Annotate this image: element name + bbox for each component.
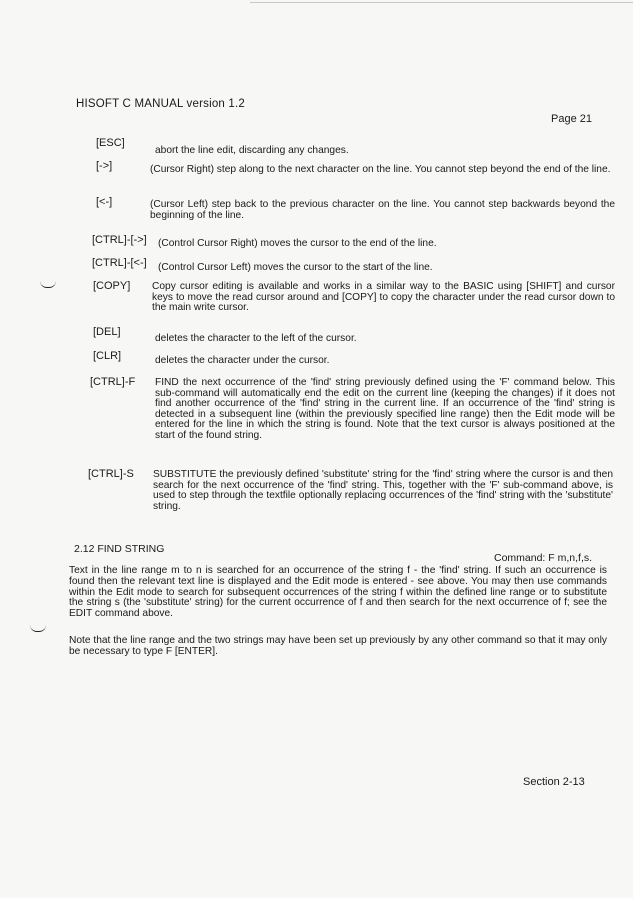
key-description-clr: deletes the character under the cursor.: [155, 355, 330, 366]
key-description-ctrl-s-text: SUBSTITUTE the previously defined 'substitute' string for the 'find' string where the cursor is and then search for the next occurrence of the 'find' string. This, together with the 'F' sub-command above, is used to step through the textfile optionally replacing occurrences of the 'find' string with the 'substitute' string.: [153, 469, 613, 512]
key-description-ctrl-cursor-right: (Control Cursor Right) moves the cursor to the end of the line.: [158, 238, 437, 249]
key-label-ctrl-cursor-left: [CTRL]-[<-]: [92, 257, 147, 269]
key-description-cursor-left-text: (Cursor Left) step back to the previous character on the line. You cannot step backwards beyond the beginning of the line.: [150, 199, 615, 221]
key-description-ctrl-s: [153, 470, 613, 512]
page-top-edge: [250, 2, 633, 3]
key-label-copy: [COPY]: [93, 280, 131, 292]
key-label-cursor-left: [<-]: [96, 196, 113, 208]
key-label-esc: [ESC]: [96, 137, 125, 149]
key-description-del: deletes the character to the left of the cursor.: [155, 333, 357, 344]
key-description-cursor-right: [150, 165, 615, 176]
key-description-cursor-left: [150, 200, 615, 221]
section-page-footer: Section 2-13: [523, 776, 585, 788]
page-number: Page 21: [551, 113, 592, 125]
command-syntax: Command: F m,n,f,s.: [494, 552, 593, 564]
key-label-cursor-right: [->]: [96, 160, 113, 172]
key-label-ctrl-f: [CTRL]-F: [90, 376, 136, 388]
key-description-cursor-right-text: (Cursor Right) step along to the next character on the line. You cannot step beyond the end of the line.: [150, 164, 611, 175]
key-description-ctrl-f: [155, 378, 615, 441]
key-label-ctrl-cursor-right: [CTRL]-[->]: [92, 234, 147, 246]
section-heading: 2.12 FIND STRING: [74, 543, 165, 555]
key-description-copy-text: Copy cursor editing is available and works in a similar way to the BASIC using [SHIFT] and cursor keys to move the read cursor around and [COPY] to copy the character under the read cursor down to the main write cursor.: [152, 281, 615, 313]
key-label-ctrl-s: [CTRL]-S: [88, 468, 134, 480]
key-description-copy: [152, 282, 615, 314]
key-description-ctrl-f-text: FIND the next occurrence of the 'find' string previously defined using the 'F' command below. This sub-command will automatically end the edit on the current line (keeping the changes) if it does not find another occurrence of the 'find' string in the current line. If an occurrence of the 'find' string is detected in a subsequent line (within the previously specified line range) then the Edit mode will be entered for the line in which the string is found. Note that the text cursor is always positioned at the start of the found string.: [155, 377, 615, 441]
key-description-esc: abort the line edit, discarding any changes.: [155, 145, 349, 156]
manual-title: HISOFT C MANUAL version 1.2: [76, 98, 245, 110]
section-paragraph-1: Text in the line range m to n is searched for an occurrence of the string f - the 'find' string. If such an occurrence is found then the relevant text line is displayed and the Edit mode is entered - see above. You may then use commands within the Edit mode to search for subsequent occurrences of the string f within the defined line range or to substitute the string s (the 'substitute' string) for the current occurrence of f and then search for the next occurrence of f; see the EDIT command above.: [69, 565, 607, 620]
key-description-ctrl-cursor-left: (Control Cursor Left) moves the cursor to the start of the line.: [158, 262, 433, 273]
margin-bracket-mark: [30, 625, 46, 632]
section-paragraph-2: Note that the line range and the two strings may have been set up previously by any other command so that it may only be necessary to type F [ENTER].: [69, 635, 607, 657]
margin-bracket-mark: [40, 281, 56, 288]
key-label-clr: [CLR]: [93, 350, 122, 362]
key-label-del: [DEL]: [93, 326, 121, 338]
